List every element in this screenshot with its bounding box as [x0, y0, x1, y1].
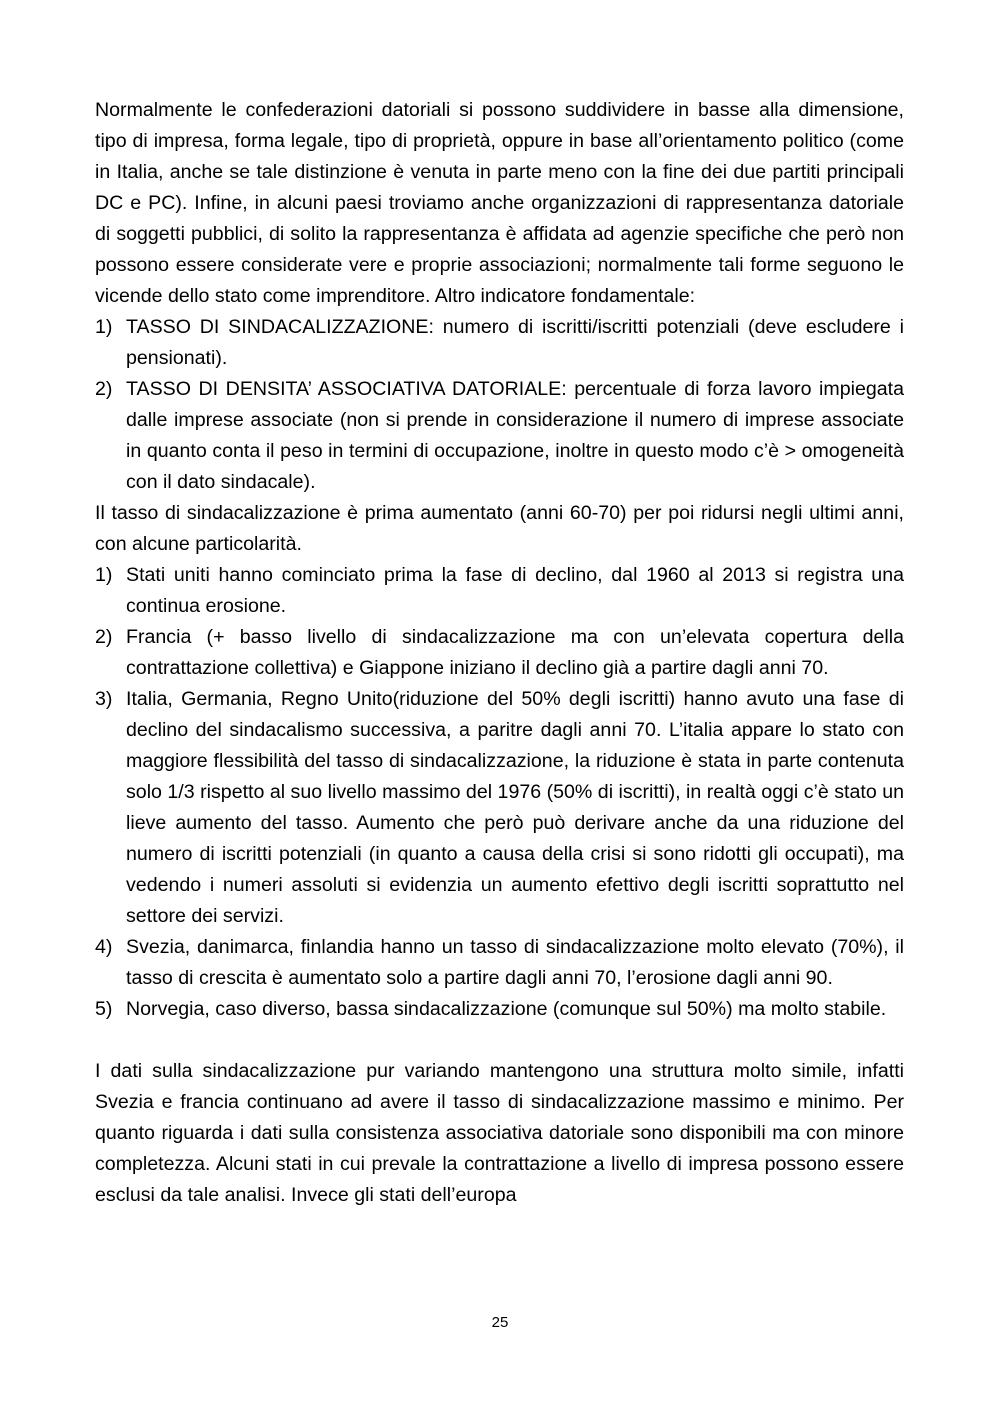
list-number: 3) — [95, 688, 113, 710]
list-item-text: Svezia, danimarca, finlandia hanno un tasso di sindacalizzazione molto elevato (70%), il tasso di crescita è aumentato solo a partire dagli anni 70, l’erosione dagli anni 90. — [126, 936, 904, 989]
country-list — [95, 560, 904, 1025]
list-number: 2) — [95, 378, 113, 400]
page-number: 25 — [491, 1314, 509, 1331]
country-item-nordics — [95, 932, 904, 994]
list-number: 1) — [95, 564, 113, 586]
list-item-text: Italia, Germania, Regno Unito(riduzione del 50% degli iscritti) hanno avuto una fase di declino del sindacalismo successiva, a paritre dagli anni 70. L’italia appare lo stato con maggiore flessibilità del tasso di sindacalizzazione, la riduzione è stata in parte contenuta solo 1/3 rispetto al suo livello massimo del 1976 (50% di iscritti), in realtà oggi c’è stato un lieve aumento del tasso. Aumento che però può derivare anche da una riduzione del numero di iscritti potenziali (in quanto a causa della crisi si sono ridotti gli occupati), ma vedendo i numeri assoluti si evidenzia un aumento efettivo degli iscritti soprattutto nel settore dei servizi. — [126, 688, 904, 927]
indicator-item-union-rate — [95, 312, 904, 374]
list-item-text: Stati uniti hanno cominciato prima la fase di declino, dal 1960 al 2013 si registra una continua erosione. — [126, 564, 904, 617]
country-item-italy-germany-uk — [95, 684, 904, 932]
list-item-text: Norvegia, caso diverso, bassa sindacalizzazione (comunque sul 50%) ma molto stabile. — [126, 998, 887, 1020]
country-item-norway — [95, 994, 904, 1025]
paragraph-spacer — [95, 1025, 904, 1056]
list-number: 5) — [95, 998, 113, 1020]
intro-paragraph: Normalmente le confederazioni datoriali si possono suddividere in basse alla dimensione, tipo di impresa, forma legale, tipo di proprietà, oppure in base all’orientamento politico (come in Italia, anche se tale distinzione è venuta in parte meno con la fine dei due partiti principali DC e PC). Infine, in alcuni paesi troviamo anche organizzazioni di rappresentanza datoriale di soggetti pubblici, di solito la rappresentanza è affidata ad agenzie specifiche che però non possono essere considerate vere e proprie associazioni; normalmente tali forme seguono le vicende dello stato come imprenditore. Altro indicatore fondamentale: — [95, 99, 904, 307]
trend-paragraph: Il tasso di sindacalizzazione è prima aumentato (anni 60-70) per poi ridursi negli ultimi anni, con alcune particolarità. — [95, 502, 904, 555]
indicator-item-employer-density — [95, 374, 904, 498]
list-item-text: TASSO DI DENSITA’ ASSOCIATIVA DATORIALE: percentuale di forza lavoro impiegata dalle imprese associate (non si prende in considerazione il numero di imprese associate in quanto conta il peso in termini di occupazione, inoltre in questo modo c’è > omogeneità con il dato sindacale). — [126, 378, 904, 493]
list-number: 2) — [95, 626, 113, 648]
country-item-france-japan — [95, 622, 904, 684]
closing-paragraph: I dati sulla sindacalizzazione pur variando mantengono una struttura molto simile, infatti Svezia e francia continuano ad avere il tasso di sindacalizzazione massimo e minimo. Per quanto riguarda i dati sulla consistenza associativa datoriale sono disponibili ma con minore completezza. Alcuni stati in cui prevale la contrattazione a livello di impresa possono essere esclusi da tale analisi. Invece gli stati dell’europa — [95, 1060, 904, 1206]
list-item-text: Francia (+ basso livello di sindacalizzazione ma con un’elevata copertura della contrattazione collettiva) e Giappone iniziano il declino già a partire dagli anni 70. — [126, 626, 904, 679]
page-body — [95, 95, 904, 1211]
list-item-text: TASSO DI SINDACALIZZAZIONE: numero di iscritti/iscritti potenziali (deve escludere i pensionati). — [126, 316, 904, 369]
list-number: 4) — [95, 936, 113, 958]
country-item-usa — [95, 560, 904, 622]
list-number: 1) — [95, 316, 113, 338]
indicator-list — [95, 312, 904, 498]
